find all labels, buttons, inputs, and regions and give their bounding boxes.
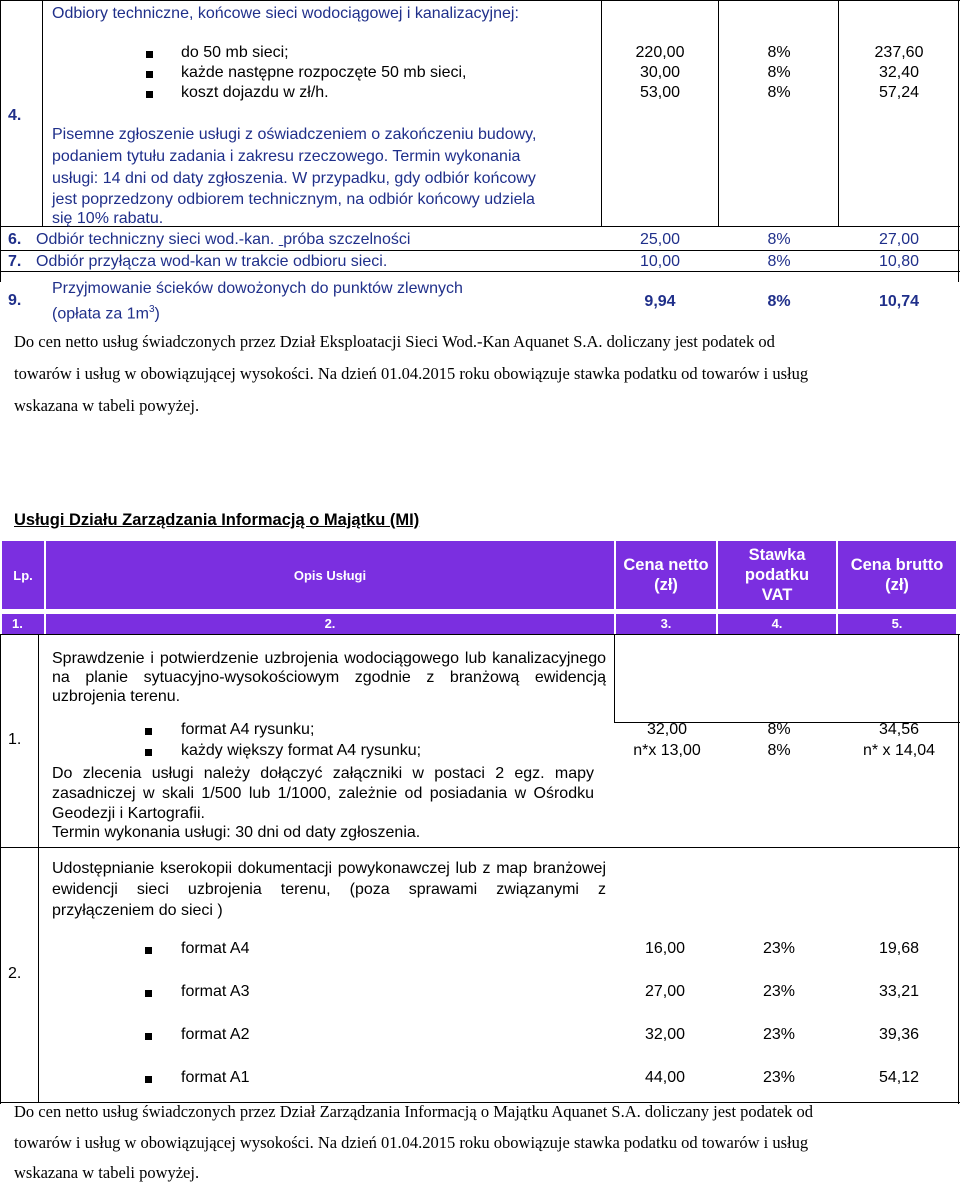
- price-netto: 30,00: [639, 64, 681, 81]
- vat-rate: 8%: [767, 742, 791, 759]
- row-description: Przyjmowanie ścieków dowożonych do punktów zlewnych: [52, 280, 463, 297]
- price-brutto: 32,40: [878, 64, 920, 81]
- list-item: format A1: [181, 1069, 250, 1086]
- row-note: usługi: 14 dni od daty zgłoszenia. W przypadku, gdy odbiór końcowy: [52, 170, 536, 187]
- vat-rate: 8%: [767, 64, 791, 81]
- column-header-opis: Opis Usługi: [46, 541, 614, 609]
- row-note: Pisemne zgłoszenie usługi z oświadczeniem o zakończeniu budowy,: [52, 126, 537, 143]
- vat-note: towarów i usług w obowiązującej wysokości. Na dzień 01.04.2015 roku obowiązuje stawka podatku od towarów i usług: [14, 1133, 809, 1152]
- column-header-netto: Cena netto (zł): [616, 541, 716, 609]
- price-brutto: 34,56: [878, 721, 920, 738]
- price-brutto: 33,21: [878, 983, 920, 1000]
- column-number: 5.: [838, 614, 956, 634]
- price-netto: 32,00: [644, 1026, 686, 1043]
- row-note: jest poprzedzony odbiorem technicznym, na odbiór końcowy udziela: [52, 191, 535, 208]
- bullet-icon: [146, 51, 153, 58]
- bullet-icon: [145, 1033, 152, 1040]
- price-brutto: 19,68: [878, 940, 920, 957]
- price-brutto: 57,24: [878, 84, 920, 101]
- vat-rate: 8%: [767, 721, 791, 738]
- price-netto: 25,00: [639, 231, 681, 248]
- column-number: 3.: [616, 614, 716, 634]
- vat-rate: 23%: [762, 983, 796, 1000]
- list-item: format A4 rysunku;: [181, 721, 315, 738]
- price-netto: 220,00: [635, 44, 685, 61]
- vat-note: wskazana w tabeli powyżej.: [14, 396, 200, 415]
- price-netto: 27,00: [644, 983, 686, 1000]
- price-netto: n*x 13,00: [633, 742, 701, 759]
- price-brutto: 10,74: [878, 293, 920, 310]
- price-netto: 16,00: [644, 940, 686, 957]
- price-netto: 44,00: [644, 1069, 686, 1086]
- price-brutto: 10,80: [878, 253, 920, 270]
- price-brutto: 27,00: [878, 231, 920, 248]
- list-item: format A2: [181, 1026, 250, 1043]
- column-number: 2.: [46, 614, 614, 634]
- price-brutto: n* x 14,04: [862, 742, 936, 759]
- vat-note: Do cen netto usług świadczonych przez Dział Zarządzania Informacją o Majątku Aquanet S.A. doliczany jest podatek od: [14, 1102, 814, 1121]
- vat-rate: 8%: [767, 293, 791, 310]
- bullet-icon: [145, 728, 152, 735]
- list-item: koszt dojazdu w zł/h.: [181, 84, 329, 101]
- list-item: każde następne rozpoczęte 50 mb sieci,: [181, 64, 467, 81]
- list-item: każdy większy format A4 rysunku;: [181, 742, 422, 759]
- column-header-vat: Stawka podatku VAT: [718, 541, 836, 609]
- top-table-heading: Odbiory techniczne, końcowe sieci wodociągowej i kanalizacyjnej:: [52, 5, 519, 22]
- price-brutto: 39,36: [878, 1026, 920, 1043]
- column-number: 4.: [718, 614, 836, 634]
- vat-rate: 8%: [767, 253, 791, 270]
- vat-note: towarów i usług w obowiązującej wysokości. Na dzień 01.04.2015 roku obowiązuje stawka podatku od towarów i usług: [14, 364, 809, 383]
- row-description: Odbiór przyłącza wod-kan w trakcie odbioru sieci.: [36, 253, 388, 270]
- row-number: 9.: [8, 292, 22, 309]
- row-description: Sprawdzenie i potwierdzenie uzbrojenia wodociągowego lub kanalizacyjnego na planie sytuacyjno-wysokościowym zgodnie z branżową ewidencją uzbrojenia terenu.: [52, 650, 606, 705]
- vat-note: Do cen netto usług świadczonych przez Dział Eksploatacji Sieci Wod.-Kan Aquanet S.A. doliczany jest podatek od: [14, 332, 775, 351]
- list-item: format A3: [181, 983, 250, 1000]
- bullet-icon: [145, 749, 152, 756]
- row-description-unit: (opłata za $1m^3$): [52, 304, 160, 323]
- bullet-icon: [145, 1076, 152, 1083]
- vat-rate: 23%: [762, 1069, 796, 1086]
- vat-rate: 8%: [767, 44, 791, 61]
- price-brutto: 54,12: [878, 1069, 920, 1086]
- price-netto: 10,00: [639, 253, 681, 270]
- vat-note: wskazana w tabeli powyżej.: [14, 1163, 200, 1182]
- row-note: podaniem tytułu zadania i zakresu rzeczowego. Termin wykonania: [52, 148, 521, 165]
- price-netto: 32,00: [646, 721, 688, 738]
- price-brutto: 237,60: [874, 44, 924, 61]
- list-item: do 50 mb sieci;: [181, 44, 289, 61]
- column-header-lp: Lp.: [2, 541, 44, 609]
- row-number: 2.: [8, 965, 22, 982]
- bullet-icon: [145, 990, 152, 997]
- bullet-icon: [146, 91, 153, 98]
- section-title: Usługi Działu Zarządzania Informacją o Majątku (MI): [14, 511, 420, 529]
- row-note: się 10% rabatu.: [52, 210, 164, 227]
- row-number: 6.: [8, 231, 22, 248]
- row-number: 1.: [8, 731, 22, 748]
- vat-rate: 8%: [767, 231, 791, 248]
- row-description: Udostępnianie kserokopii dokumentacji powykonawczej lub z map branżowej ewidencji sieci uzbrojenia terenu, (poza sprawami związanymi z przyłączeniem do sieci ): [52, 860, 606, 919]
- row-number: 7.: [8, 253, 22, 270]
- vat-rate: 23%: [762, 940, 796, 957]
- bullet-icon: [146, 71, 153, 78]
- list-item: format A4: [181, 940, 250, 957]
- column-header-brutto: Cena brutto (zł): [838, 541, 956, 609]
- row-term: Termin wykonania usługi: 30 dni od daty zgłoszenia.: [52, 824, 421, 841]
- vat-rate: 23%: [762, 1026, 796, 1043]
- vat-rate: 8%: [767, 84, 791, 101]
- column-number: 1.: [2, 614, 44, 634]
- bullet-icon: [145, 947, 152, 954]
- row-note: Do zlecenia usługi należy dołączyć załączniki w postaci 2 egz. mapy zasadniczej w skali 1/500 lub 1/1000, zależnie od posiadania w Ośrodku Geodezji i Kartografii.: [52, 765, 594, 822]
- price-netto: 9,94: [644, 293, 676, 310]
- row-description: Odbiór techniczny sieci wod.-kan. próba szczelności: [36, 231, 411, 248]
- row-number: 4.: [8, 107, 22, 124]
- price-netto: 53,00: [639, 84, 681, 101]
